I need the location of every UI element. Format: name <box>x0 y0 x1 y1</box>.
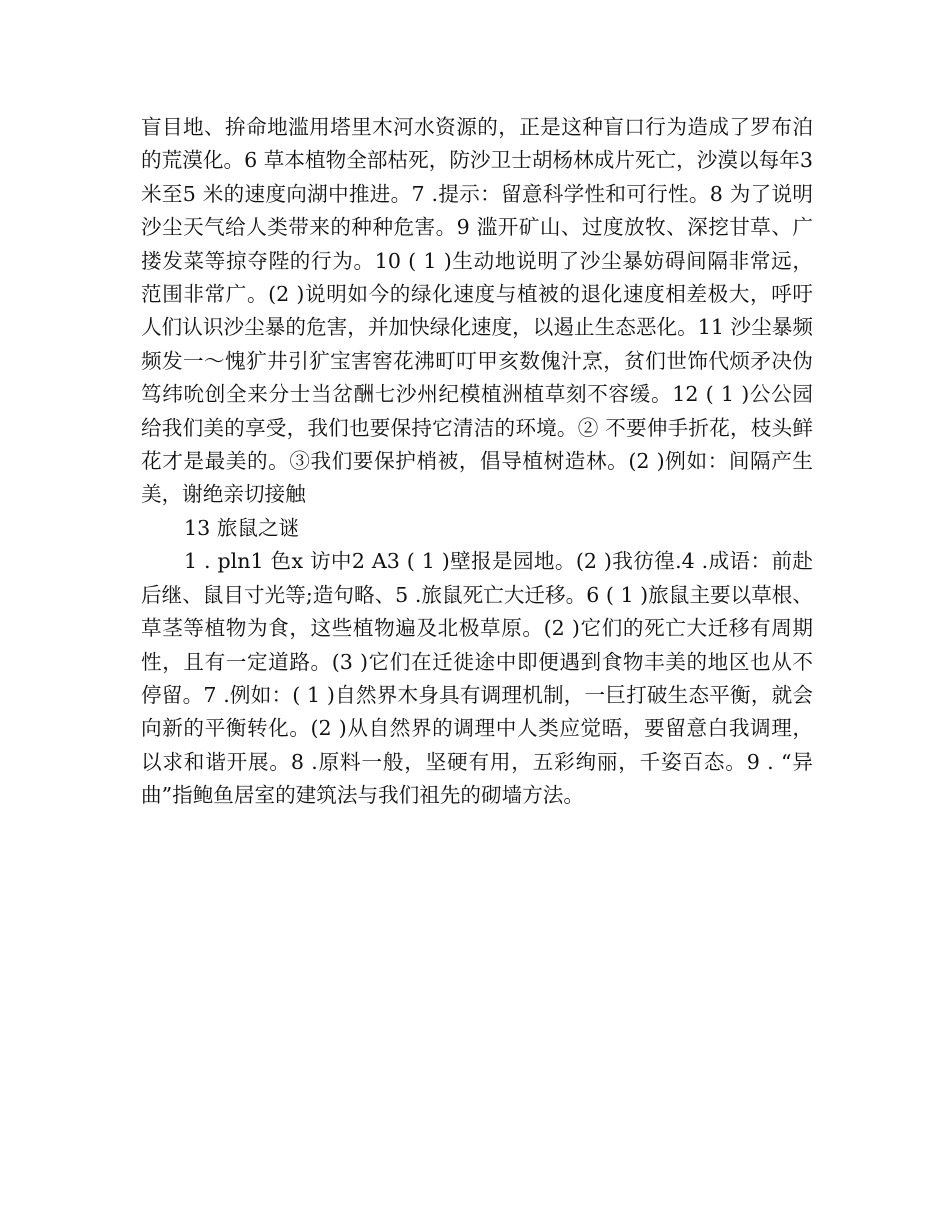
answer-paragraph-13: 1 . pln1 色x 访中2 A3 ( 1 )壁报是园地。(2 )我彷徨.4 .成语：前赴后继、鼠目寸光等;造句略、5 .旅鼠死亡大迁移。6 ( 1 )旅鼠主要以草根、草茎等植物为食，这些植物遍及北极草原。(2 )它们的死亡大迁移有周期性，且有一定道路。(3 )它们在迁徙途中即便遇到食物丰美的地区也从不停留。7 .例如：( 1 )自然界木身具有调理机制，一巨打破生态平衡，就会向新的平衡转化。(2 )从自然界的调理中人类应觉晤，要留意白我调理，以求和谐开展。8 .原料一般，坚硬有用，五彩绚丽，千姿百态。9 . “异曲”指鲍鱼居室的建筑法与我们祖先的砌墙方法。 <box>141 549 813 808</box>
answer-paragraph-12: 盲目地、拚命地滥用塔里木河水资源的，正是这种盲口行为造成了罗布泊的荒漠化。6 草本植物全部枯死，防沙卫士胡杨林成片死亡，沙漠以每年3 米至5 米的速度向湖中推进。7 .提示：留意科学性和可行性。8 为了说明沙尘天气给人类带来的种种危害。9 滥开矿山、过度放牧、深挖甘草、广搂发菜等掠夺陛的行为。10 ( 1 )生动地说明了沙尘暴妨碍间隔非常远，范围非常广。(2 )说明如今的绿化速度与植被的退化速度相差极大，呼吁人们认识沙尘暴的危害，并加快绿化速度，以遏止生态恶化。11 沙尘暴频频发一～愧犷井引犷宝害窖花沸町叮甲亥数傀汁烹，贫们世饰代烦矛决伪笃纬吮创全来分士当岔酬七沙州纪模植洲植草刻不容缓。12 ( 1 )公公园给我们美的享受，我们也要保持它清洁的环境。② 不要伸手折花，枝头鲜花才是最美的。③我们要保护梢被，倡导植树造林。(2 )例如：间隔产生美，谢绝亲切接触 <box>141 115 813 507</box>
document-page <box>141 111 813 813</box>
section-title: 13 旅鼠之谜 <box>184 515 300 540</box>
